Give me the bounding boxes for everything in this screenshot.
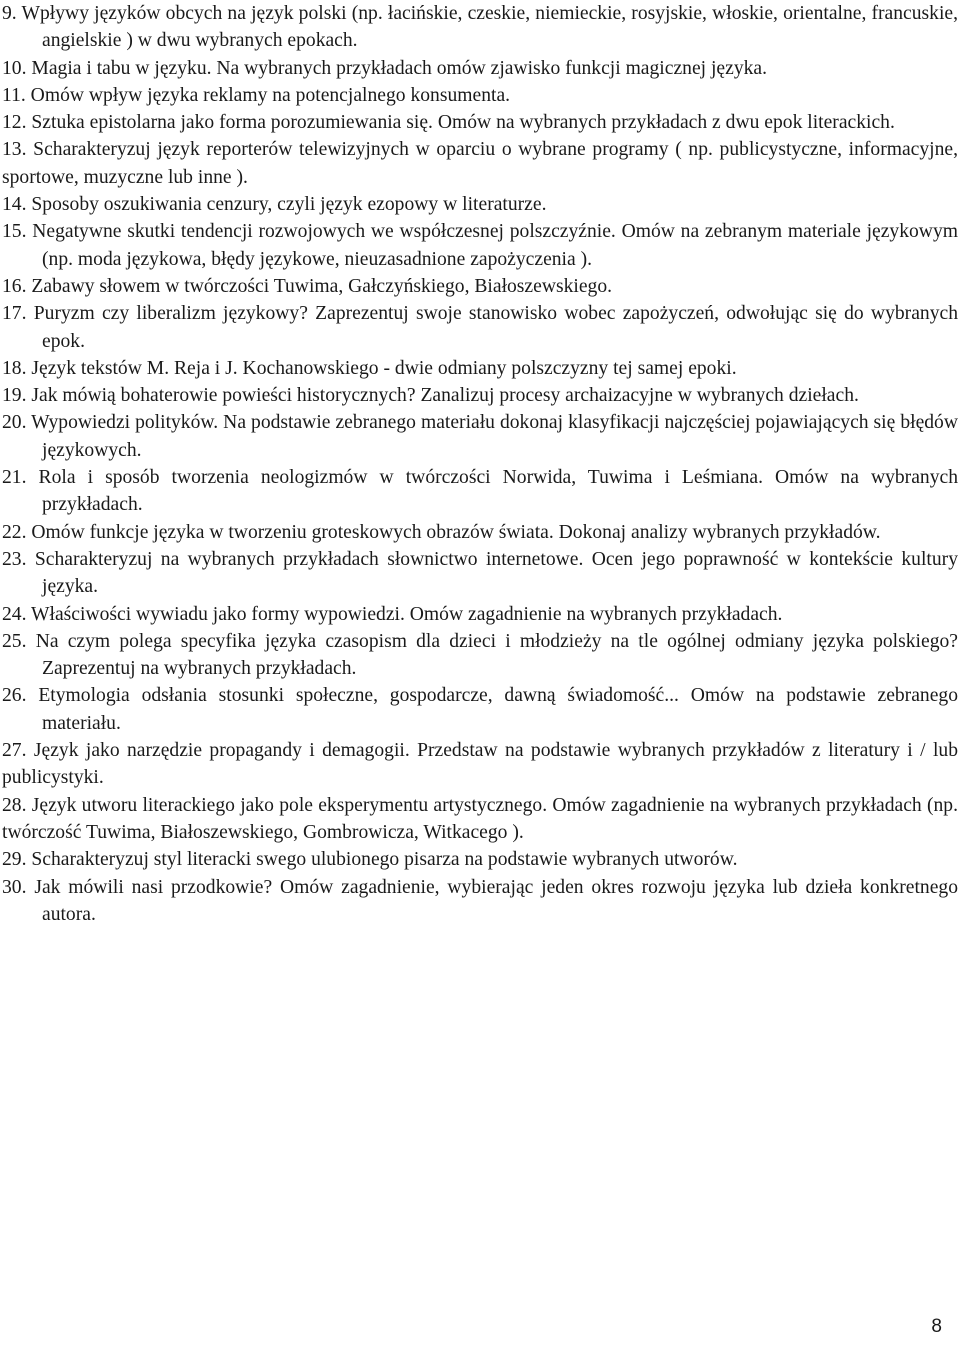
topic-number: 9.: [2, 3, 17, 24]
topic-item: [2, 273, 958, 300]
topic-number: 26.: [2, 685, 27, 707]
topic-item: [2, 519, 958, 546]
topic-number: 16.: [2, 275, 27, 297]
topic-item: [2, 382, 958, 409]
topic-number: 28.: [2, 794, 27, 816]
topic-text: Scharakteryzuj język reporterów telewizyjnych w oparciu o wybrane programy ( np. publicystyczne, informacyjne, sportowe, muzyczne lub inne ).: [2, 139, 958, 188]
topic-text: Jak mówili nasi przodkowie? Omów zagadnienie, wybierając jeden okres rozwoju języka lub dzieła konkretnego autora.: [34, 876, 958, 925]
topic-text: Sztuka epistolarna jako forma porozumiewania się. Omów na wybranych przykładach z dwu epok literackich.: [31, 112, 895, 134]
topic-text: Negatywne skutki tendencji rozwojowych we współczesnej polszczyźnie. Omów na zebranym materiale językowym (np. moda językowa, błędy językowe, nieuzasadnione zapożyczenia ).: [32, 221, 958, 270]
topic-item: [2, 136, 958, 191]
topic-item: [2, 55, 958, 82]
topic-item: [2, 792, 958, 847]
topic-text: Omów funkcje języka w tworzeniu groteskowych obrazów świata. Dokonaj analizy wybranych przykładów.: [31, 521, 881, 543]
topic-number: 20.: [2, 412, 27, 434]
topic-number: 14.: [2, 194, 27, 216]
topic-number: 25.: [2, 630, 27, 652]
topic-item: [2, 409, 958, 464]
topic-item: [2, 628, 958, 683]
topic-text: Scharakteryzuj styl literacki swego ulubionego pisarza na podstawie wybranych utworów.: [31, 849, 738, 871]
topic-text: Język jako narzędzie propagandy i demagogii. Przedstaw na podstawie wybranych przykładów z literatury i / lub publicystyki.: [2, 740, 958, 789]
topic-text: Puryzm czy liberalizm językowy? Zaprezentuj swoje stanowisko wobec zapożyczeń, odwołując się do wybranych epok.: [33, 303, 958, 352]
topic-number: 27.: [2, 740, 27, 762]
topic-number: 15.: [2, 221, 27, 243]
topic-item: [2, 218, 958, 273]
topic-text: Język tekstów M. Reja i J. Kochanowskiego - dwie odmiany polszczyzny tej samej epoki.: [31, 357, 737, 379]
topic-text: Rola i sposób tworzenia neologizmów w twórczości Norwida, Tuwima i Leśmiana. Omów na wybranych przykładach.: [38, 467, 958, 516]
topic-number: 29.: [2, 849, 27, 871]
topic-number: 21.: [2, 467, 27, 489]
topic-text: Właściwości wywiadu jako formy wypowiedzi. Omów zagadnienie na wybranych przykładach.: [31, 603, 783, 625]
topic-number: 19.: [2, 385, 27, 407]
topic-item: [2, 355, 958, 382]
topic-item: [2, 464, 958, 519]
topic-item: [2, 546, 958, 601]
topic-text: Język utworu literackiego jako pole eksperymentu artystycznego. Omów zagadnienie na wybranych przykładach (np. twórczość Tuwima, Białoszewskiego, Gombrowicza, Witkacego ).: [2, 794, 958, 843]
topic-item: [2, 109, 958, 136]
topic-text: Wpływy języków obcych na język polski (np. łacińskie, czeskie, niemieckie, rosyjskie, włoskie, orientalne, francuskie, angielskie ) w dwu wybranych epokach.: [21, 3, 959, 52]
topic-item: [2, 82, 958, 109]
topic-item: [2, 191, 958, 218]
topic-item: [2, 874, 958, 929]
topic-number: 18.: [2, 357, 27, 379]
topic-text: Zabawy słowem w twórczości Tuwima, Gałczyńskiego, Białoszewskiego.: [31, 275, 613, 297]
topic-text: Scharakteryzuj na wybranych przykładach słownictwo internetowe. Ocen jego poprawność w kontekście kultury języka.: [34, 548, 958, 598]
topic-text: Na czym polega specyfika języka czasopism dla dzieci i młodzieży na tle ogólnej odmiany języka polskiego? Zaprezentuj na wybranych przykładach.: [35, 630, 958, 680]
topic-number: 17.: [2, 303, 27, 325]
topic-number: 10.: [2, 57, 27, 79]
topic-number: 13.: [2, 139, 27, 161]
topic-number: 22.: [2, 521, 27, 543]
topic-text: Magia i tabu w języku. Na wybranych przykładach omów zjawisko funkcji magicznej języka.: [31, 57, 768, 79]
topic-number: 30.: [2, 876, 27, 898]
topic-text: Wypowiedzi polityków. Na podstawie zebranego materiału dokonaj klasyfikacji najczęściej pojawiających się błędów językowych.: [31, 412, 959, 461]
topic-item: [2, 737, 958, 792]
topic-item: [2, 846, 958, 873]
topic-number: 12.: [2, 112, 27, 134]
topic-number: 24.: [2, 603, 27, 625]
topic-text: Etymologia odsłania stosunki społeczne, gospodarcze, dawną świadomość... Omów na podstawie zebranego materiału.: [38, 685, 958, 734]
page-number: 8: [931, 1316, 942, 1337]
topic-list: [2, 0, 958, 928]
topic-item: [2, 601, 958, 628]
topic-item: [2, 0, 958, 55]
topic-number: 23.: [2, 548, 27, 570]
topic-item: [2, 300, 958, 355]
topic-text: Omów wpływ języka reklamy na potencjalnego konsumenta.: [30, 84, 511, 106]
topic-text: Sposoby oszukiwania cenzury, czyli język ezopowy w literaturze.: [31, 194, 547, 216]
topic-text: Jak mówią bohaterowie powieści historycznych? Zanalizuj procesy archaizacyjne w wybranych dziełach.: [31, 385, 859, 407]
topic-item: [2, 682, 958, 737]
topic-number: 11.: [2, 84, 26, 106]
